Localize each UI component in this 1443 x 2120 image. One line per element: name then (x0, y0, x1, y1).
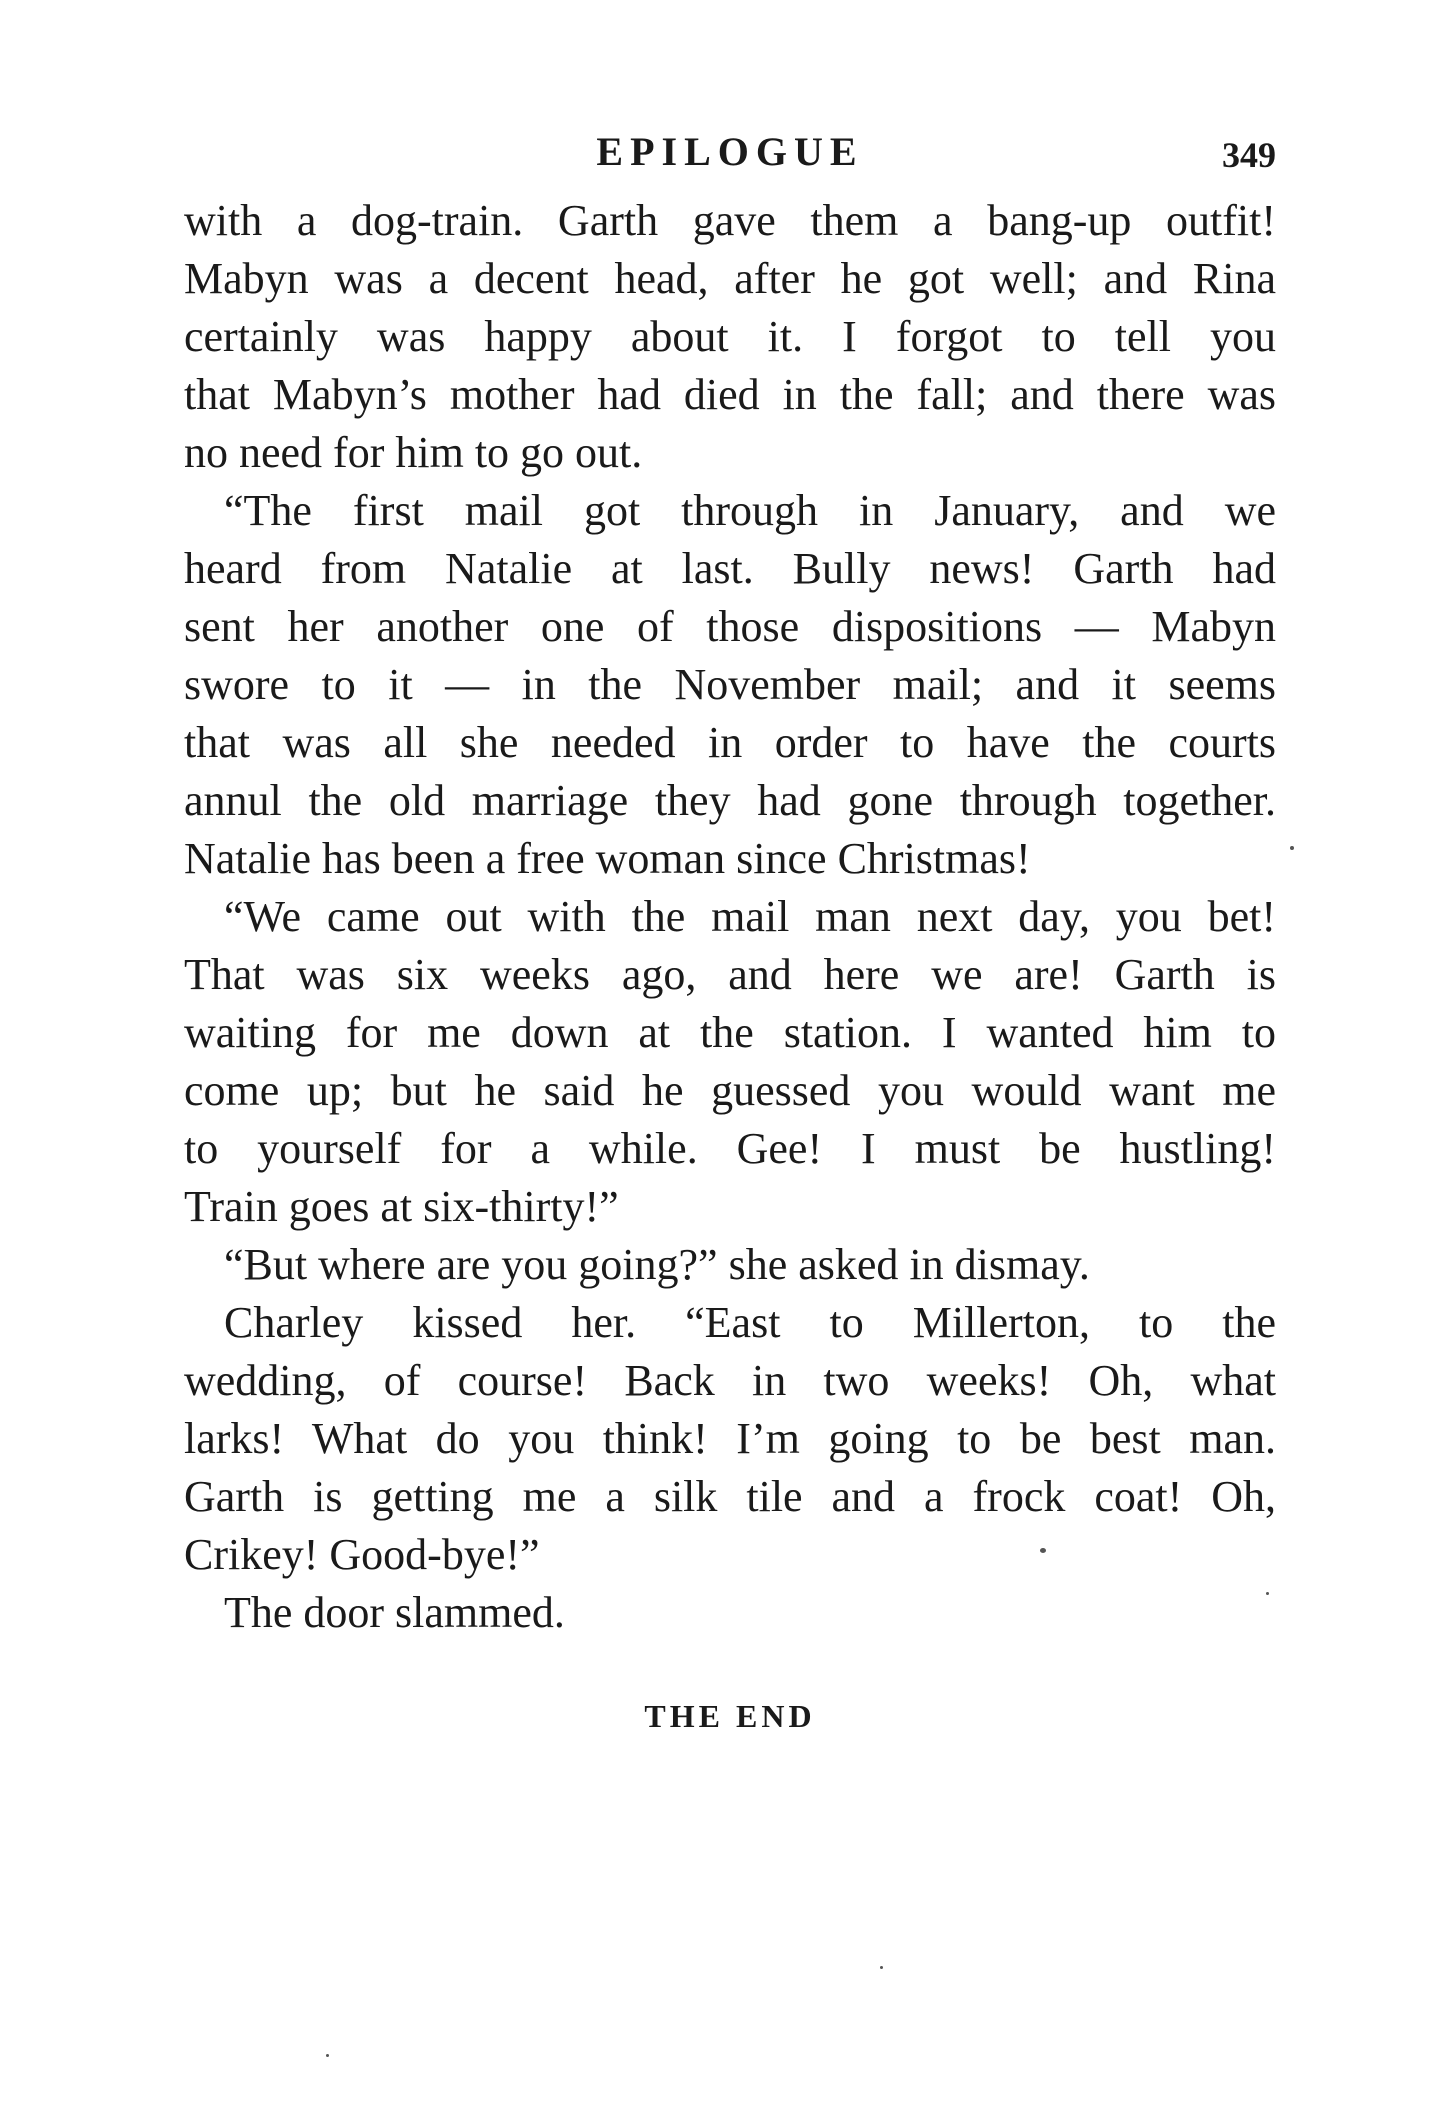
text-line: no need for him to go out. (184, 428, 643, 477)
text-line: wedding, of course! Back in two weeks! Oh, what (184, 1356, 1276, 1405)
text-line: heard from Natalie at last. Bully news! Garth had (184, 544, 1276, 593)
text-line: annul the old marriage they had gone through together. (184, 776, 1276, 825)
text-line: certainly was happy about it. I forgot to tell you (184, 312, 1276, 361)
text-line: swore to it — in the November mail; and it seems (184, 660, 1276, 709)
text-line: Charley kissed her. “East to Millerton, to the (224, 1298, 1276, 1347)
page-number: 349 (1222, 135, 1276, 175)
scan-speck (880, 1966, 883, 1969)
text-line: “We came out with the mail man next day, you bet! (224, 892, 1276, 941)
text-line: sent her another one of those dispositions — Mabyn (184, 602, 1276, 651)
text-line: larks! What do you think! I’m going to be best man. (184, 1414, 1276, 1463)
text-line: waiting for me down at the station. I wanted him to (184, 1008, 1276, 1057)
running-head (184, 128, 1276, 188)
text-line: The door slammed. (224, 1588, 565, 1637)
text-line: “But where are you going?” she asked in dismay. (224, 1240, 1090, 1289)
text-line: that Mabyn’s mother had died in the fall; and there was (184, 370, 1276, 419)
text-line: That was six weeks ago, and here we are! Garth is (184, 950, 1276, 999)
text-line: “The first mail got through in January, and we (224, 486, 1276, 535)
text-line: Garth is getting me a silk tile and a frock coat! Oh, (184, 1472, 1276, 1521)
text-line: that was all she needed in order to have the courts (184, 718, 1276, 767)
text-line: Crikey! Good-bye!” (184, 1530, 540, 1579)
text-line: Train goes at six-thirty!” (184, 1182, 619, 1231)
running-title: EPILOGUE (596, 129, 864, 174)
text-line: come up; but he said he guessed you would want me (184, 1066, 1276, 1115)
text-line: Natalie has been a free woman since Christmas! (184, 834, 1031, 883)
scan-speck (1266, 1592, 1269, 1595)
scan-speck (326, 2054, 329, 2057)
text-line: Mabyn was a decent head, after he got well; and Rina (184, 254, 1276, 303)
text-line: with a dog-train. Garth gave them a bang-up outfit! (184, 196, 1276, 245)
scan-speck (1040, 1548, 1046, 1553)
body-text (184, 192, 1276, 1642)
scan-speck (1290, 846, 1294, 850)
the-end-label: THE END (644, 1698, 816, 1734)
text-line: to yourself for a while. Gee! I must be hustling! (184, 1124, 1276, 1173)
